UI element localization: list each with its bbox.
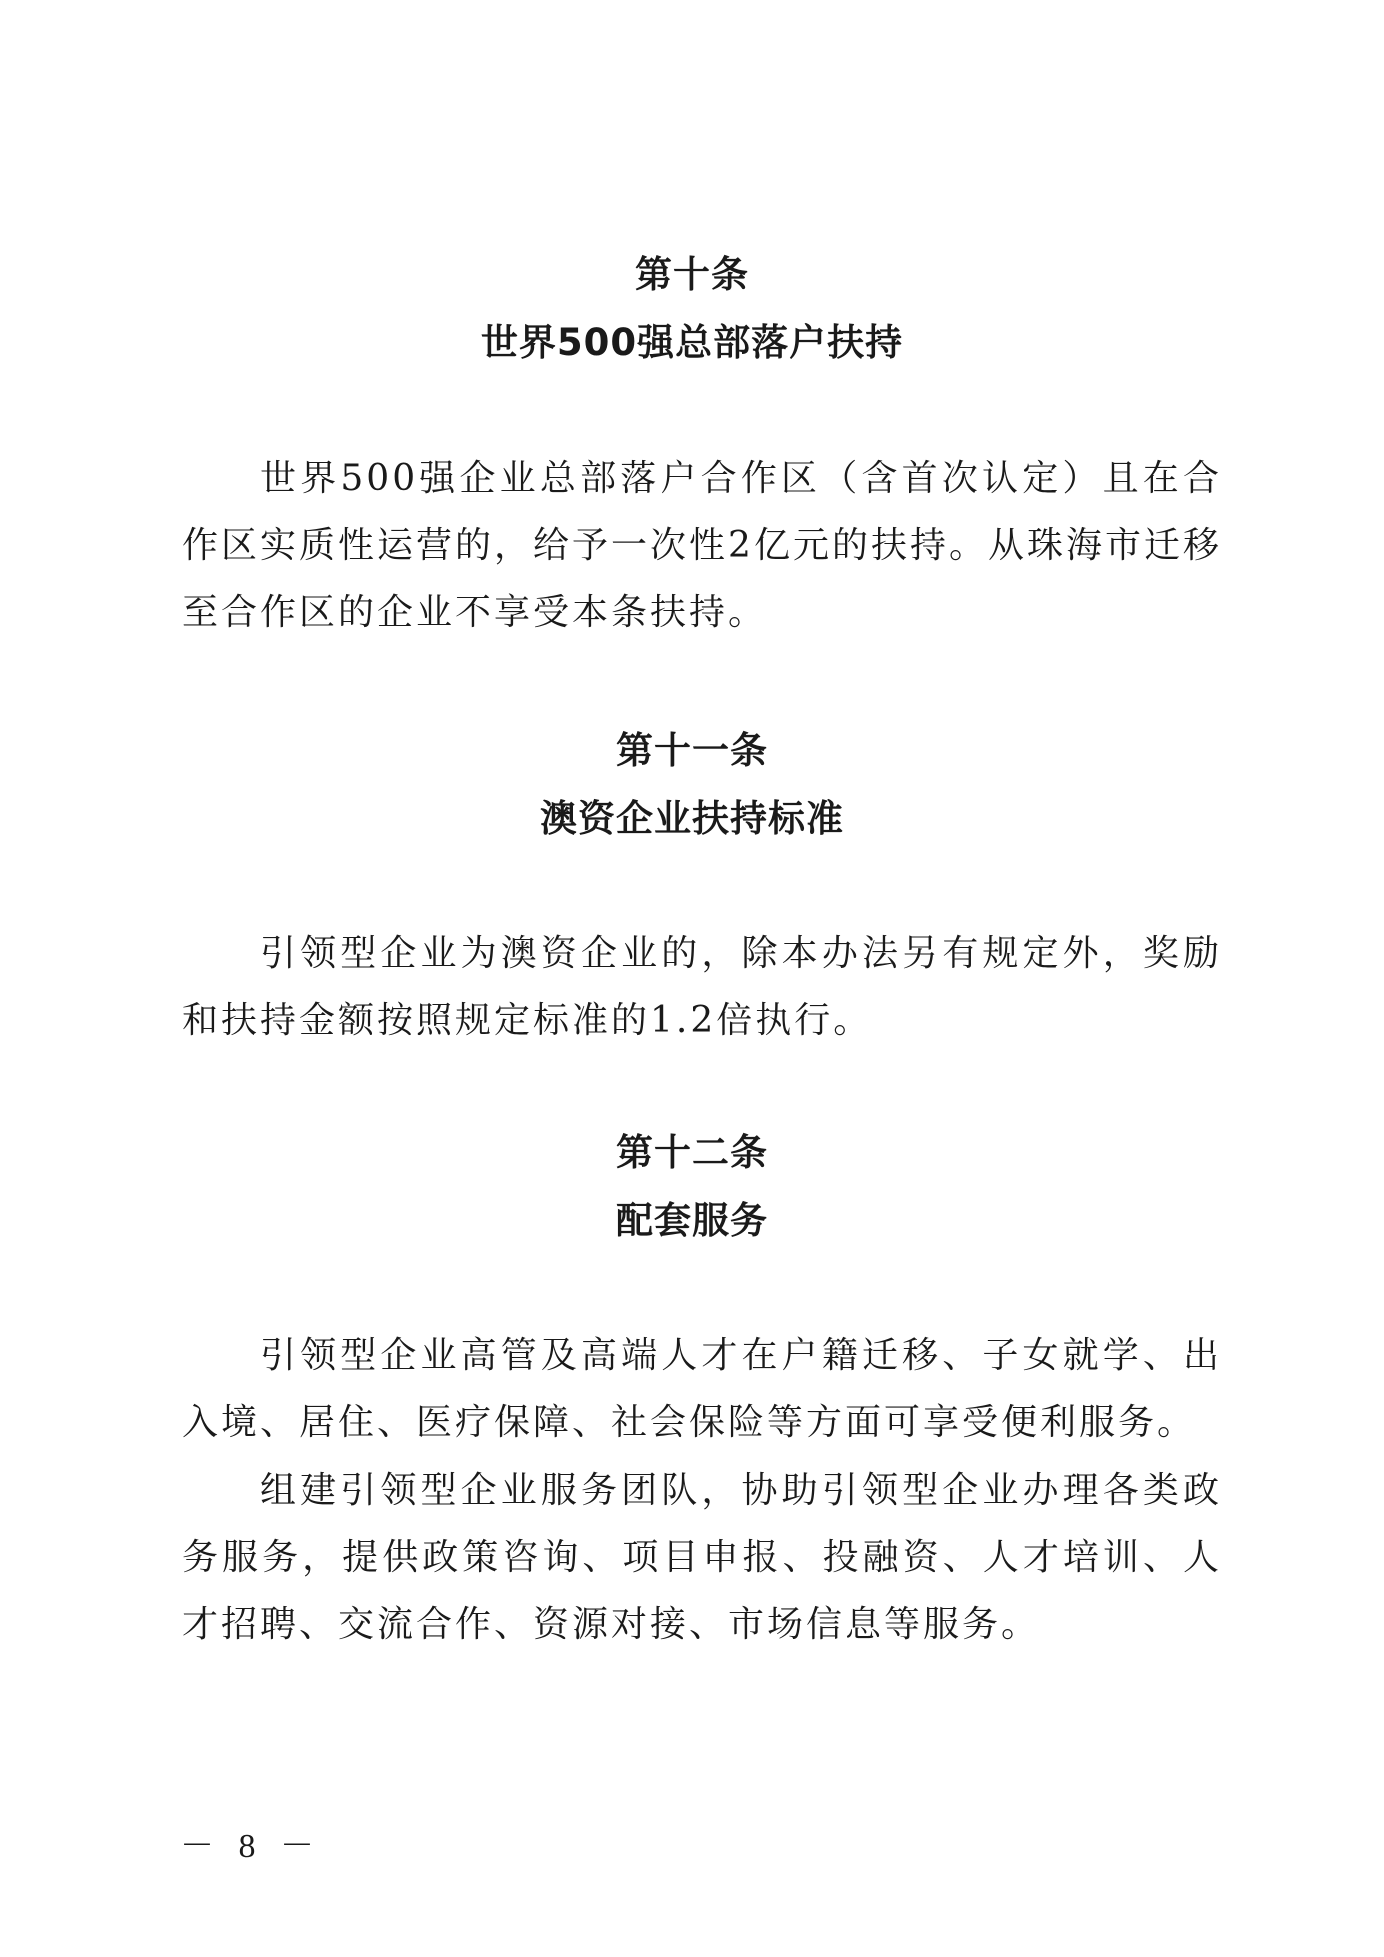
article-11-number: 第十一条 bbox=[616, 729, 768, 772]
article-10-number: 第十条 bbox=[635, 253, 749, 296]
article-12-title: 配套服务 bbox=[616, 1199, 768, 1242]
article-12-paragraph-2: 组建引领型企业服务团队，协助引领型企业办理各类政务服务，提供政策咨询、项目申报、投融资、人才培训、人才招聘、交流合作、资源对接、市场信息等服务。 bbox=[182, 1470, 1222, 1645]
page-number: － 8 － bbox=[180, 1828, 322, 1865]
article-12-paragraph-1: 引领型企业高管及高端人才在户籍迁移、子女就学、出入境、居住、医疗保障、社会保险等方面可享受便利服务。 bbox=[182, 1335, 1222, 1443]
article-11-title: 澳资企业扶持标准 bbox=[540, 797, 844, 840]
article-11-paragraph-1: 引领型企业为澳资企业的，除本办法另有规定外，奖励和扶持金额按照规定标准的1.2倍执行。 bbox=[182, 933, 1222, 1041]
article-12-number: 第十二条 bbox=[616, 1131, 768, 1174]
article-10-title: 世界500强总部落户扶持 bbox=[480, 321, 904, 364]
article-10-paragraph-1: 世界500强企业总部落户合作区（含首次认定）且在合作区实质性运营的，给予一次性2亿元的扶持。从珠海市迁移至合作区的企业不享受本条扶持。 bbox=[182, 458, 1222, 633]
